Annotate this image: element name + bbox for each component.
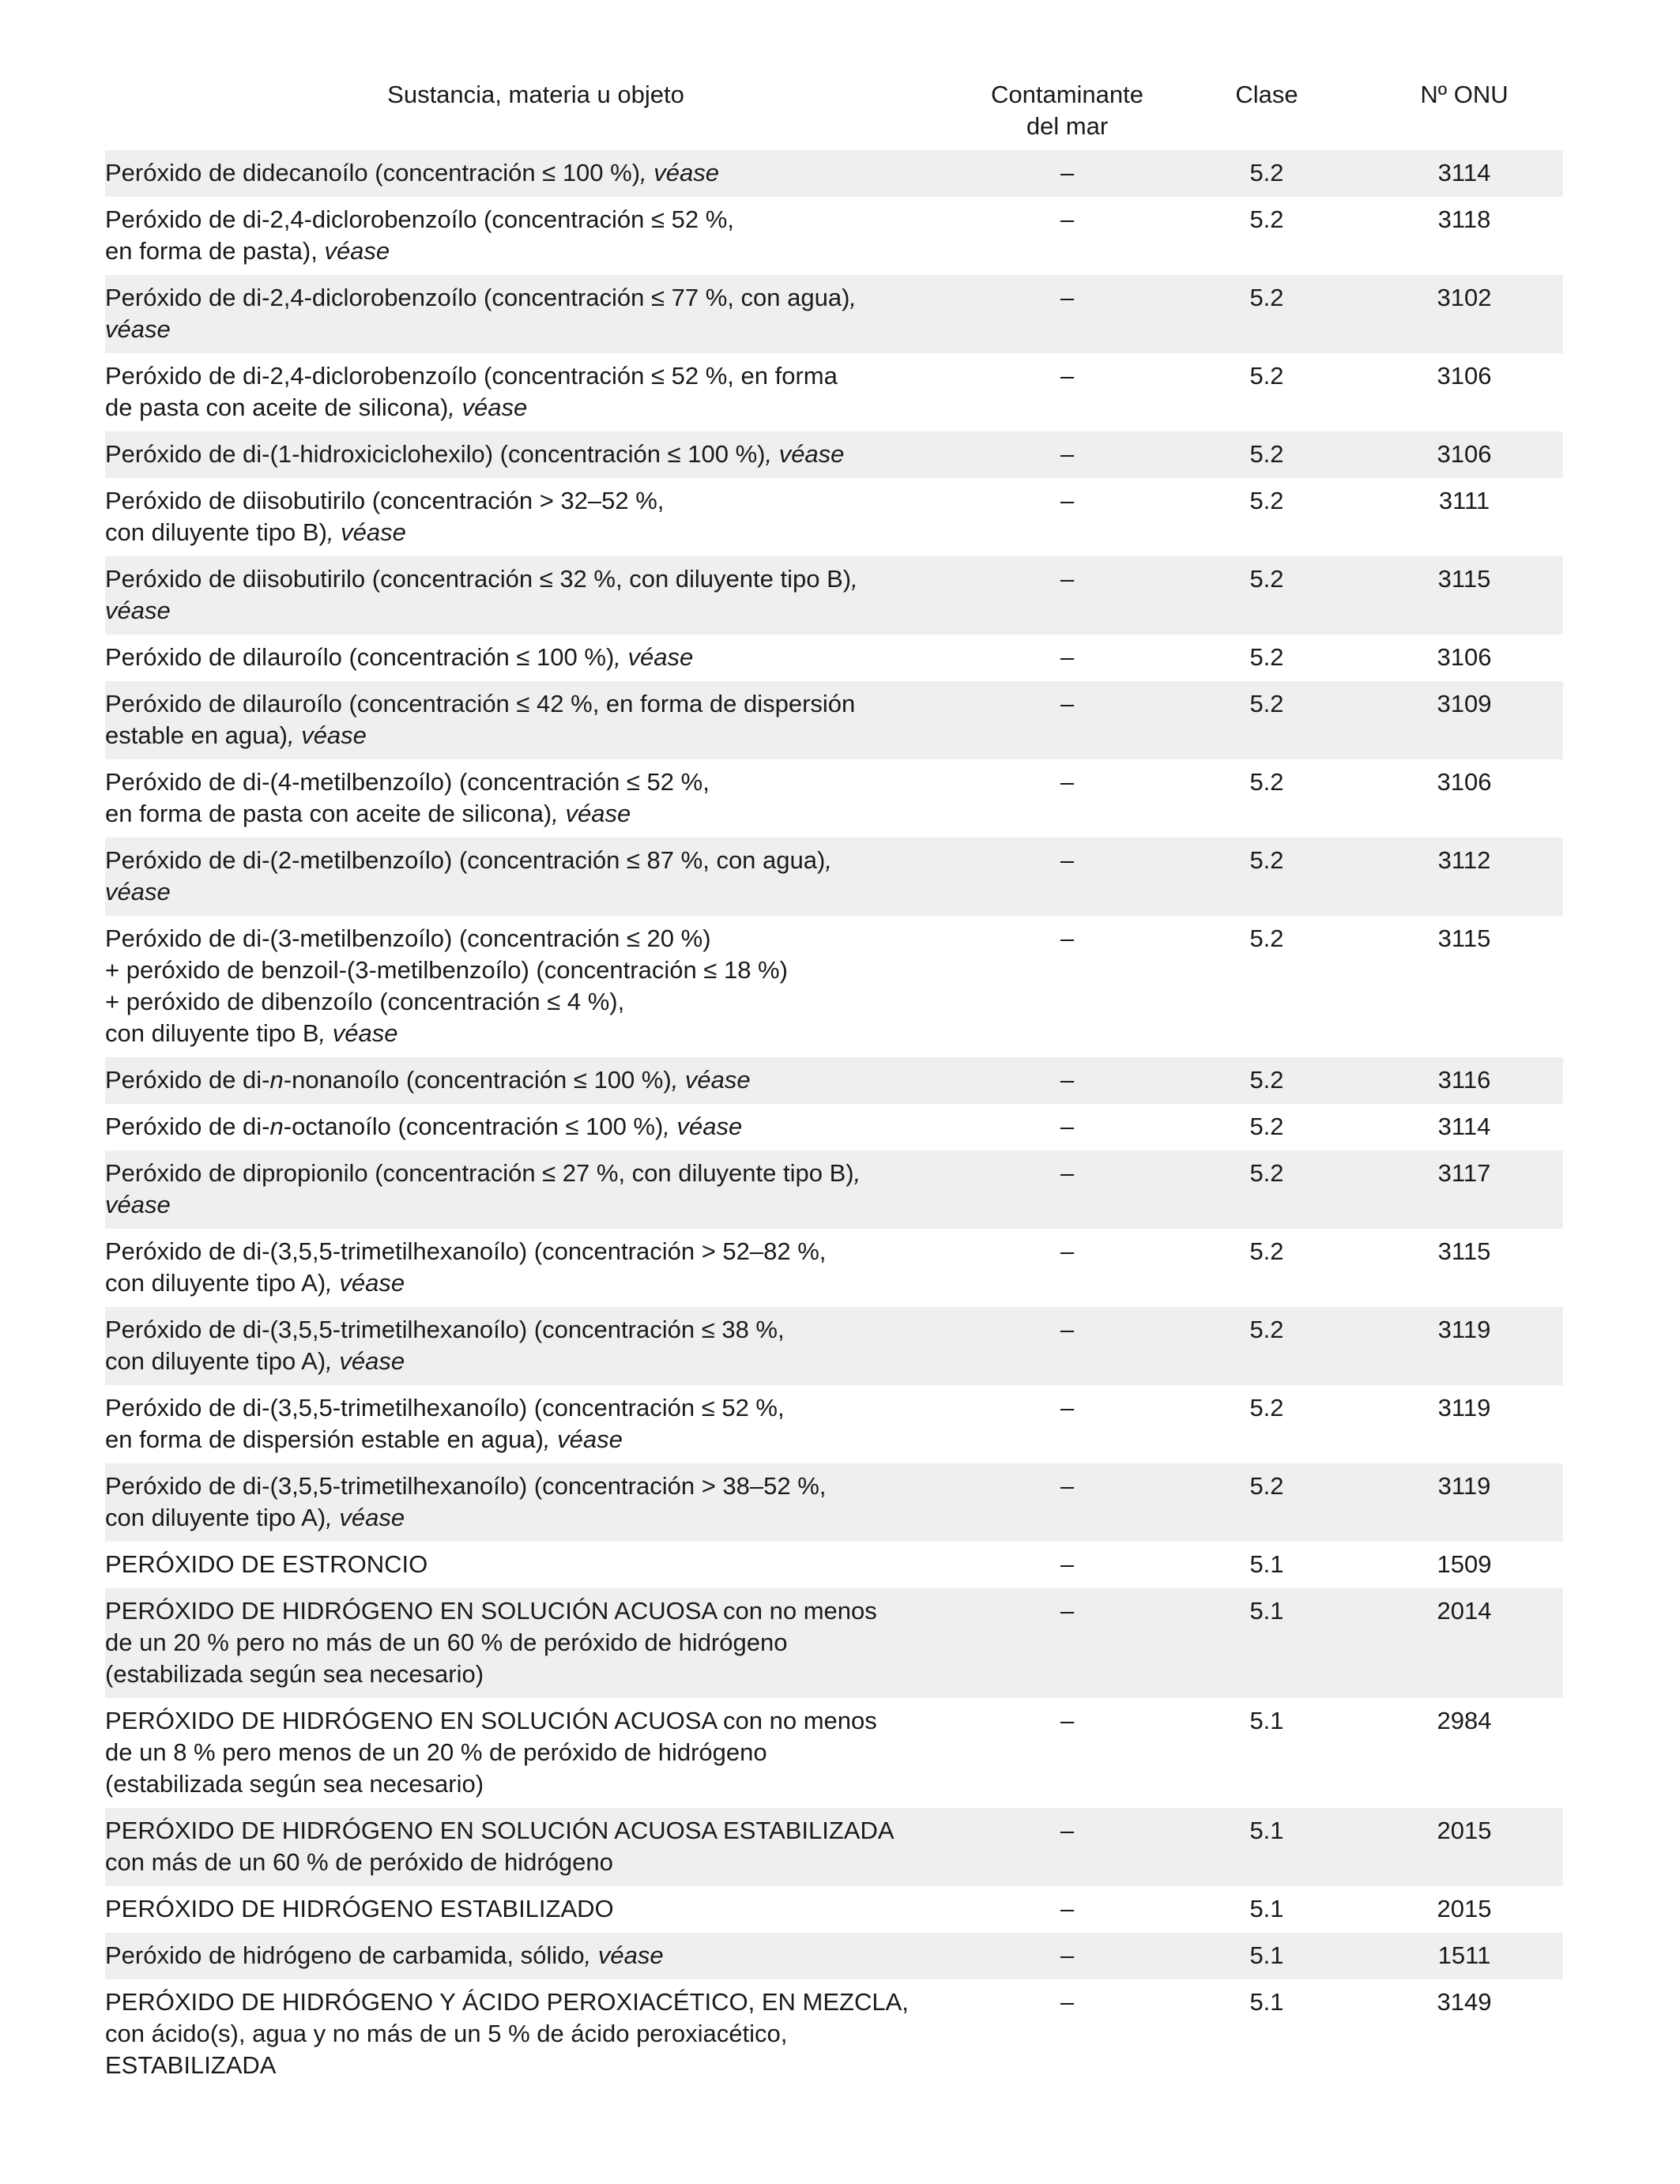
class-cell: 5.2 [1168,556,1365,634]
text-segment: Peróxido de di-(3,5,5-trimetilhexanoílo) (concentración ≤ 52 %, [105,1394,785,1421]
table-row [105,1057,1563,1104]
substance-name-line [105,204,951,235]
substance-name-cell [105,1385,966,1463]
text-segment: estable en agua) [105,721,288,749]
text-segment: -octanoílo (concentración ≤ 100 %) [283,1113,664,1140]
marine-pollutant-cell: – [1060,1113,1075,1140]
marine-pollutant-cell: – [966,681,1168,759]
marine-pollutant-cell: – [1060,487,1075,514]
class-cell: 5.2 [1249,1237,1284,1265]
text-segment: Peróxido de di-2,4-diclorobenzoílo (concentración ≤ 77 %, con agua) [105,284,850,311]
substance-name-cell [105,838,966,916]
substance-name-cell [105,1229,966,1307]
text-segment: de un 8 % pero menos de un 20 % de peróxido de hidrógeno [105,1738,767,1766]
table-row [105,353,1563,431]
text-segment: Peróxido de di-(3,5,5-trimetilhexanoílo) (concentración ≤ 38 %, [105,1316,785,1343]
header-un-number: Nº ONU [1420,81,1509,108]
substance-name-line [105,1111,951,1143]
substance-name-line [105,1267,951,1299]
substance-name-cell [105,1588,966,1698]
substance-name-line [105,1549,951,1580]
marine-pollutant-cell: – [1060,1550,1075,1578]
table-row [105,1979,1563,2089]
italic-text: , véase [671,1066,751,1094]
dangerous-goods-index [105,79,1563,2089]
italic-text: , véase [326,1347,405,1375]
text-segment: Peróxido de di- [105,1066,270,1094]
class-cell: 5.2 [1168,1463,1365,1542]
substance-name-line [105,563,951,595]
class-cell: 5.2 [1168,150,1365,197]
table-body [105,150,1563,2089]
table-row [105,1229,1563,1307]
marine-pollutant-cell: – [966,1307,1168,1385]
substance-name-line [105,845,951,876]
text-segment: con diluyente tipo A) [105,1347,326,1375]
italic-text: , véase [326,1269,405,1297]
substance-name-cell [105,634,966,681]
un-number-cell: 3115 [1365,556,1563,634]
substance-name-cell [105,1104,966,1150]
text-segment: con diluyente tipo A) [105,1269,326,1297]
substance-name-cell [105,1150,966,1229]
class-cell: 5.2 [1249,362,1284,390]
substance-name-line [105,1768,951,1800]
header-class: Clase [1235,81,1298,108]
marine-pollutant-cell: – [966,556,1168,634]
un-number-cell: 3149 [1437,1988,1492,2016]
substance-name-line [105,876,951,908]
table-row [105,478,1563,556]
un-number-cell: 1509 [1437,1550,1492,1578]
un-number-cell: 3116 [1365,1057,1563,1104]
substance-name-line [105,392,951,424]
substance-name-line [105,1847,951,1878]
italic-text: , véase [287,721,367,749]
text-segment: Peróxido de di-(3-metilbenzoílo) (concentración ≤ 20 %) [105,924,711,952]
substance-name-cell [105,197,966,275]
substance-name-cell [105,1886,966,1933]
substance-name-cell [105,1463,966,1542]
text-segment: en forma de dispersión estable en agua) [105,1425,544,1453]
italic-text: , [825,846,832,874]
substance-name-line [105,1424,951,1455]
marine-pollutant-cell: – [1060,768,1075,796]
italic-text: , [853,1159,861,1187]
table-row [105,1588,1563,1698]
substance-name-cell [105,150,966,197]
text-segment: en forma de pasta con aceite de silicona) [105,800,552,827]
substance-name-line [105,1737,951,1768]
substance-name-line [105,1502,951,1534]
substance-name-line [105,642,951,673]
substance-name-line [105,1236,951,1267]
text-segment: Peróxido de di-(4-metilbenzoílo) (concentración ≤ 52 %, [105,768,710,796]
text-segment: PERÓXIDO DE HIDRÓGENO EN SOLUCIÓN ACUOSA ESTABILIZADA [105,1817,895,1844]
substance-name-line [105,923,951,955]
substance-name-cell [105,1979,966,2089]
text-segment: Peróxido de di-(3,5,5-trimetilhexanoílo) (concentración > 38–52 %, [105,1472,827,1500]
text-segment: con más de un 60 % de peróxido de hidrógeno [105,1848,613,1876]
substance-name-cell [105,1057,966,1104]
substance-name-line [105,986,951,1018]
un-number-cell: 3115 [1437,1237,1491,1265]
italic-text: , véase [326,1504,405,1531]
class-cell: 5.1 [1168,1588,1365,1698]
italic-text: , [851,565,858,593]
table-row [105,838,1563,916]
substance-name-line [105,485,951,517]
substance-name-line [105,517,951,548]
italic-text: véase [105,1191,171,1218]
un-number-cell: 3106 [1437,768,1492,796]
table-row [105,916,1563,1057]
marine-pollutant-cell: – [1060,1895,1075,1922]
marine-pollutant-cell: – [1060,924,1075,952]
un-number-cell: 3111 [1438,487,1490,514]
substance-name-line [105,1705,951,1737]
italic-text: véase [105,878,171,906]
text-segment: PERÓXIDO DE ESTRONCIO [105,1550,428,1578]
text-segment: (estabilizada según sea necesario) [105,1770,484,1798]
substance-name-line [105,1064,951,1096]
substance-name-line [105,955,951,986]
text-segment: PERÓXIDO DE HIDRÓGENO EN SOLUCIÓN ACUOSA con no menos [105,1707,877,1734]
un-number-cell: 3106 [1437,362,1492,390]
text-segment: PERÓXIDO DE HIDRÓGENO ESTABILIZADO [105,1895,614,1922]
un-number-cell: 3114 [1437,1113,1491,1140]
substance-name-line [105,1893,951,1925]
substance-name-line [105,2018,951,2050]
italic-text: , véase [448,393,528,421]
un-number-cell: 3119 [1365,1463,1563,1542]
substance-name-line [105,1627,951,1659]
substance-name-line [105,1659,951,1690]
marine-pollutant-cell: – [966,1463,1168,1542]
text-segment: con ácido(s), agua y no más de un 5 % de ácido peroxiacético, [105,2020,788,2047]
substance-name-cell [105,1698,966,1808]
un-number-cell: 2015 [1365,1808,1563,1886]
text-segment: Peróxido de di-(3,5,5-trimetilhexanoílo) (concentración > 52–82 %, [105,1237,827,1265]
marine-pollutant-cell: – [1060,205,1075,233]
substance-name-line [105,282,951,314]
marine-pollutant-cell: – [966,1057,1168,1104]
table-row [105,556,1563,634]
substance-name-line [105,1392,951,1424]
italic-text: véase [324,237,390,265]
marine-pollutant-cell: – [966,838,1168,916]
table-row [105,431,1563,478]
table-row [105,1542,1563,1588]
italic-text: n [269,1113,284,1140]
substance-name-line [105,766,951,798]
substance-name-line [105,720,951,751]
italic-text: , véase [318,1019,398,1047]
class-cell: 5.2 [1249,1113,1284,1140]
table-row [105,1307,1563,1385]
class-cell: 5.1 [1249,1707,1284,1734]
substance-name-line [105,798,951,830]
class-cell: 5.2 [1168,275,1365,353]
italic-text: n [269,1066,284,1094]
text-segment: en forma de pasta), [105,237,325,265]
substance-name-line [105,1314,951,1346]
text-segment: PERÓXIDO DE HIDRÓGENO EN SOLUCIÓN ACUOSA con no menos [105,1597,877,1625]
substance-name-line [105,157,951,189]
substance-name-line [105,314,951,345]
marine-pollutant-cell: – [1060,1707,1075,1734]
text-segment: con diluyente tipo B) [105,518,327,546]
text-segment: Peróxido de dilauroílo (concentración ≤ 100 %) [105,643,615,671]
class-cell: 5.2 [1249,924,1284,952]
un-number-cell: 3117 [1365,1150,1563,1229]
text-segment: -nonanoílo (concentración ≤ 100 %) [283,1066,672,1094]
substance-name-cell [105,1933,966,1979]
text-segment: Peróxido de di-2,4-diclorobenzoílo (concentración ≤ 52 %, en forma [105,362,838,390]
class-cell: 5.2 [1249,1394,1284,1421]
class-cell: 5.2 [1168,1150,1365,1229]
substance-name-line [105,688,951,720]
text-segment: Peróxido de dilauroílo (concentración ≤ 42 %, en forma de dispersión [105,690,856,717]
substance-name-cell [105,1542,966,1588]
class-cell: 5.1 [1249,1550,1284,1578]
substance-name-line [105,1815,951,1847]
un-number-cell: 3112 [1365,838,1563,916]
table-row [105,1150,1563,1229]
class-cell: 5.2 [1249,205,1284,233]
class-cell: 5.1 [1249,1988,1284,2016]
substance-name-line [105,1986,951,2018]
substance-name-line [105,439,951,470]
substance-name-line [105,360,951,392]
class-cell: 5.2 [1249,643,1284,671]
substance-name-cell [105,478,966,556]
substance-name-cell [105,916,966,1057]
un-number-cell: 3102 [1365,275,1563,353]
table-row [105,1698,1563,1808]
italic-text: , [849,284,857,311]
table-row [105,1104,1563,1150]
table-row [105,1463,1563,1542]
substance-name-cell [105,681,966,759]
substance-name-line [105,235,951,267]
text-segment: Peróxido de dipropionilo (concentración ≤ 27 %, con diluyente tipo B) [105,1159,854,1187]
text-segment: Peróxido de di- [105,1113,270,1140]
substance-name-line [105,1346,951,1377]
class-cell: 5.2 [1249,487,1284,514]
italic-text: véase [105,315,171,343]
substance-name-cell [105,1808,966,1886]
substance-name-cell [105,431,966,478]
italic-text: , véase [640,159,719,186]
table-row [105,681,1563,759]
marine-pollutant-cell: – [1060,362,1075,390]
table-row [105,1933,1563,1979]
class-cell: 5.2 [1249,768,1284,796]
un-number-cell: 3114 [1365,150,1563,197]
italic-text: , véase [614,643,694,671]
italic-text: , véase [663,1113,743,1140]
marine-pollutant-cell: – [966,1933,1168,1979]
un-number-cell: 2014 [1365,1588,1563,1698]
table-row [105,1385,1563,1463]
substance-table [105,79,1563,2089]
text-segment: de un 20 % pero no más de un 60 % de peróxido de hidrógeno [105,1629,788,1656]
text-segment: Peróxido de hidrógeno de carbamida, sólido [105,1941,585,1969]
text-segment: + peróxido de dibenzoílo (concentración ≤ 4 %), [105,988,625,1015]
substance-name-cell [105,556,966,634]
text-segment: + peróxido de benzoil-(3-metilbenzoílo) (concentración ≤ 18 %) [105,956,788,984]
table-header-row [105,79,1563,150]
un-number-cell: 1511 [1365,1933,1563,1979]
substance-name-line [105,1189,951,1221]
header-marine-pollutant [966,79,1168,150]
un-number-cell: 2015 [1437,1895,1492,1922]
text-segment: Peróxido de diisobutirilo (concentración ≤ 32 %, con diluyente tipo B) [105,565,852,593]
un-number-cell: 3106 [1365,431,1563,478]
class-cell: 5.2 [1168,838,1365,916]
substance-name-cell [105,1307,966,1385]
substance-name-line [105,595,951,627]
class-cell: 5.2 [1168,1307,1365,1385]
substance-name-cell [105,353,966,431]
class-cell: 5.2 [1168,431,1365,478]
class-cell: 5.2 [1168,1057,1365,1104]
un-number-cell: 3106 [1437,643,1492,671]
table-row [105,1808,1563,1886]
header-marine-line: del mar [1026,112,1109,140]
marine-pollutant-cell: – [1060,1394,1075,1421]
un-number-cell: 3119 [1365,1307,1563,1385]
substance-name-line [105,2050,951,2081]
text-segment: Peróxido de didecanoílo (concentración ≤ 100 %) [105,159,641,186]
text-segment: Peróxido de di-(2-metilbenzoílo) (concentración ≤ 87 %, con agua) [105,846,826,874]
text-segment: de pasta con aceite de silicona) [105,393,449,421]
table-row [105,275,1563,353]
table-row [105,634,1563,681]
text-segment: con diluyente tipo B [105,1019,319,1047]
substance-name-line [105,1018,951,1049]
marine-pollutant-cell: – [966,431,1168,478]
class-cell: 5.2 [1168,681,1365,759]
italic-text: , véase [543,1425,623,1453]
substance-name-line [105,1158,951,1189]
italic-text: , véase [584,1941,664,1969]
marine-pollutant-cell: – [1060,643,1075,671]
italic-text: , véase [552,800,631,827]
marine-pollutant-cell: – [966,1808,1168,1886]
substance-name-line [105,1470,951,1502]
italic-text: , véase [326,518,406,546]
marine-pollutant-cell: – [966,1150,1168,1229]
italic-text: véase [105,597,171,624]
text-segment: Peróxido de diisobutirilo (concentración > 32–52 %, [105,487,665,514]
text-segment: PERÓXIDO DE HIDRÓGENO Y ÁCIDO PEROXIACÉTICO, EN MEZCLA, [105,1988,909,2016]
table-row [105,150,1563,197]
header-substance: Sustancia, materia u objeto [387,81,684,108]
un-number-cell: 3109 [1365,681,1563,759]
text-segment: Peróxido de di-2,4-diclorobenzoílo (concentración ≤ 52 %, [105,205,734,233]
text-segment: ESTABILIZADA [105,2051,277,2079]
substance-name-cell [105,275,966,353]
marine-pollutant-cell: – [1060,1237,1075,1265]
substance-name-line [105,1595,951,1627]
class-cell: 5.1 [1168,1808,1365,1886]
marine-pollutant-cell: – [1060,1988,1075,2016]
italic-text: , véase [765,440,845,468]
un-number-cell: 3119 [1437,1394,1491,1421]
class-cell: 5.1 [1168,1933,1365,1979]
text-segment: (estabilizada según sea necesario) [105,1660,484,1688]
un-number-cell: 2984 [1437,1707,1492,1734]
text-segment: con diluyente tipo A) [105,1504,326,1531]
class-cell: 5.1 [1249,1895,1284,1922]
marine-pollutant-cell: – [966,1588,1168,1698]
table-row [105,197,1563,275]
table-row [105,1886,1563,1933]
un-number-cell: 3118 [1437,205,1491,233]
table-row [105,759,1563,838]
marine-pollutant-cell: – [966,150,1168,197]
text-segment: Peróxido de di-(1-hidroxiciclohexilo) (concentración ≤ 100 %) [105,440,766,468]
un-number-cell: 3115 [1437,924,1491,952]
marine-pollutant-cell: – [966,275,1168,353]
header-marine-line: Contaminante [990,81,1143,108]
substance-name-line [105,1940,951,1971]
substance-name-cell [105,759,966,838]
